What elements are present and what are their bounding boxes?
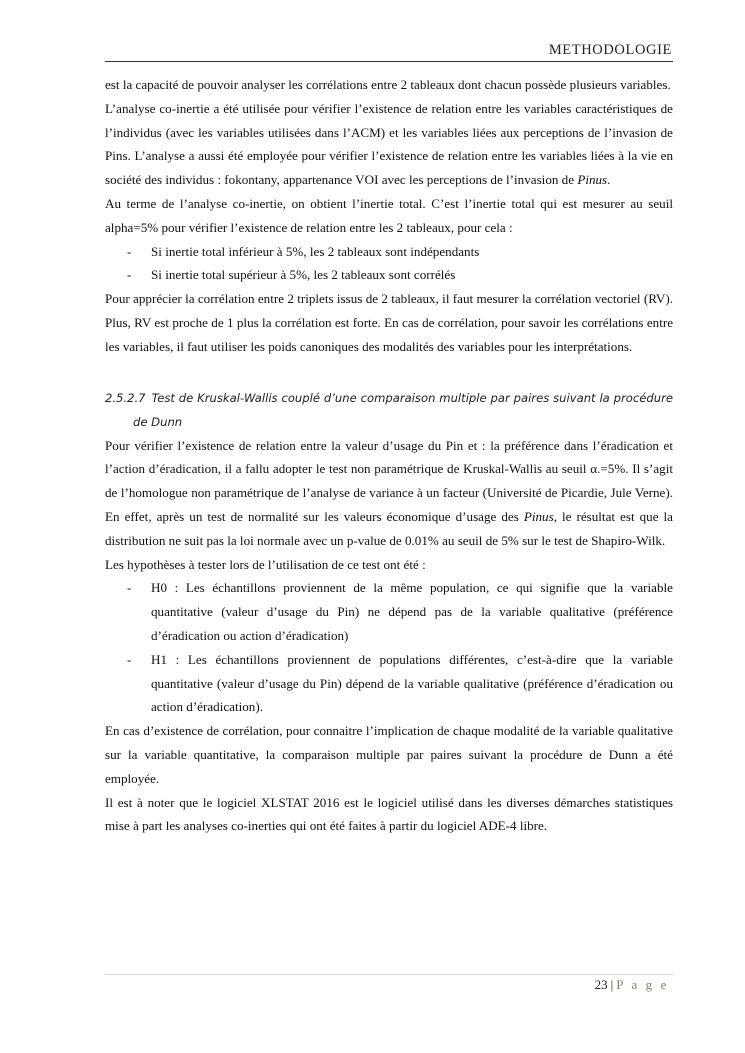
list-item xyxy=(105,648,673,719)
paragraph: Les hypothèses à tester lors de l’utilisation de ce test ont été : xyxy=(105,556,426,572)
paragraph: est la capacité de pouvoir analyser les corrélations entre 2 tableaux dont chacun possède plusieurs variables. xyxy=(105,77,671,92)
list-item-text: H0 : Les échantillons proviennent de la même population, ce qui signifie que la variable quantitative (valeur d’usage du Pin) ne dépend pas de la variable qualitative (préférence d’éradication ou action d’éradication) xyxy=(151,580,673,643)
section-number: 2.5.2.7 xyxy=(105,390,146,405)
paragraph-text: , le résultat est que la distribution ne suit pas la loi normale avec un p-value de 0.01% au seuil de 5% sur le test de Shapiro-Wilk. xyxy=(105,508,673,548)
list-item-text: H1 : Les échantillons proviennent de populations différentes, c’est-à-dire que la variable quantitative (valeur d’usage du Pin) dépend de la variable qualitative (préférence d’éradication ou action d’éradication). xyxy=(151,651,673,715)
dash-bullet: - xyxy=(127,243,132,259)
bullet-list xyxy=(105,240,673,288)
paragraph: En cas d’existence de corrélation, pour connaitre l’implication de chaque modalité de la variable qualitative sur la variable quantitative, la comparaison multiple par paires suivant la procédure de Dunn a été employée. xyxy=(105,723,673,786)
list-item xyxy=(105,263,673,287)
paragraph-text: L’analyse co-inertie a été utilisée pour vérifier l’existence de relation entre les variables caractéristiques de l’individus (avec les variables utilisées dans l’ACM) et les variables liées aux perceptions de l’invasion de Pins. L’analyse a aussi été employée pour vérifier l’existence de relation entre les variables liées à la vie en société des individus : fokontany, appartenance VOI avec les perceptions de l’invasion de xyxy=(105,100,673,188)
bullet-list xyxy=(105,576,673,719)
paragraph: Au terme de l’analyse co-inertie, on obtient l’inertie total. C’est l’inertie total qui est mesurer au seuil alpha=5% pour vérifier l’existence de relation entre les 2 tableaux, pour cela : xyxy=(105,195,673,235)
footer-separator: | xyxy=(610,977,614,992)
paragraph-text: Pour vérifier l’existence de relation entre la valeur d’usage du Pin et : la préférence dans l’éradication et l’action d’éradication, il a fallu adopter le test non paramétrique de Kruskal-Wallis au seuil α.=5%. Il s’agit de l’homologue non paramétrique de l’analyse de variance à un facteur (Université de Picardie, Jule Verne). En effet, après un test de normalité sur les valeurs économique d’usage des xyxy=(105,437,673,524)
page-footer xyxy=(595,977,669,993)
page-label: P a g e xyxy=(616,977,669,992)
section-heading xyxy=(105,386,673,434)
dash-bullet: - xyxy=(127,580,132,596)
section-title: Test de Kruskal-Wallis couplé d’une comparaison multiple par paires suivant la procédure de Dunn xyxy=(133,390,673,429)
list-item-text: Si inertie total supérieur à 5%, les 2 tableaux sont corrélés xyxy=(151,267,456,283)
list-item xyxy=(105,240,673,264)
paragraph: Il est à noter que le logiciel XLSTAT 2016 est le logiciel utilisé dans les diverses démarches statistiques mise à part les analyses co-inerties qui ont été faites à partir du logiciel ADE-4 libre. xyxy=(105,794,673,834)
paragraph-text: . xyxy=(607,172,611,188)
list-item-text: Si inertie total inférieur à 5%, les 2 tableaux sont indépendants xyxy=(151,243,480,259)
italic-term: Pinus xyxy=(523,508,554,524)
italic-term: Pinus xyxy=(577,172,608,188)
footer-divider xyxy=(105,974,673,975)
list-item xyxy=(105,576,673,647)
dash-bullet: - xyxy=(127,267,132,283)
page-number: 23 xyxy=(594,977,608,992)
paragraph xyxy=(105,97,673,192)
running-header: METHODOLOGIE xyxy=(548,42,672,58)
dash-bullet: - xyxy=(127,651,132,667)
paragraph: Pour apprécier la corrélation entre 2 triplets issus de 2 tableaux, il faut mesurer la corrélation vectoriel (RV). Plus, RV est proche de 1 plus la corrélation est forte. En cas de corrélation, pour savoir les corrélations entre les variables, il faut utiliser les poids canoniques des modalités des variables pour les interprétations. xyxy=(105,291,673,354)
page-body xyxy=(105,73,673,838)
section-spacer xyxy=(105,359,673,386)
paragraph xyxy=(105,434,673,553)
header-divider xyxy=(105,61,673,62)
